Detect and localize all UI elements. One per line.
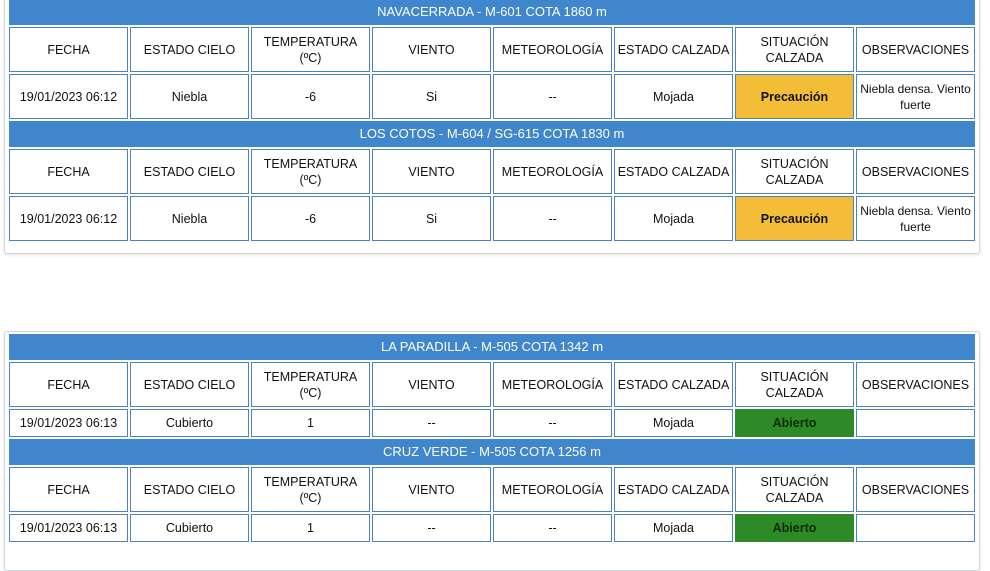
section-title-row [9,439,975,465]
section-title-row [9,121,975,147]
viento-cell: -- [372,409,491,437]
cielo-cell: Cubierto [130,409,249,437]
col-calzada-header: ESTADO CALZADA [614,149,733,194]
col-fecha-header: FECHA [9,149,128,194]
section-title: CRUZ VERDE - M-505 COTA 1256 m [9,439,975,465]
obs-cell [856,514,975,542]
situacion-status-badge: Abierto [735,514,854,542]
col-temp-header: TEMPERATURA (ºC) [251,362,370,407]
col-obs-header: OBSERVACIONES [856,149,975,194]
col-situacion-header: SITUACIÓN CALZADA [735,467,854,512]
col-cielo-header: ESTADO CIELO [130,27,249,72]
calzada-cell: Mojada [614,409,733,437]
calzada-cell: Mojada [614,514,733,542]
table-row [9,74,975,119]
col-temp-header: TEMPERATURA (ºC) [251,27,370,72]
meteo-cell: -- [493,409,612,437]
col-meteo-header: METEOROLOGÍA [493,362,612,407]
cielo-cell: Niebla [130,196,249,241]
obs-cell: Niebla densa. Viento fuerte [856,196,975,241]
col-calzada-header: ESTADO CALZADA [614,467,733,512]
col-temp-header: TEMPERATURA (ºC) [251,467,370,512]
viento-cell: Si [372,196,491,241]
col-situacion-header: SITUACIÓN CALZADA [735,149,854,194]
viento-cell: Si [372,74,491,119]
col-meteo-header: METEOROLOGÍA [493,149,612,194]
column-header-row [9,467,975,512]
col-viento-header: VIENTO [372,467,491,512]
road-status-table [7,332,977,544]
cielo-cell: Cubierto [130,514,249,542]
table-row [9,514,975,542]
col-fecha-header: FECHA [9,362,128,407]
col-viento-header: VIENTO [372,362,491,407]
temp-cell: 1 [251,514,370,542]
col-meteo-header: METEOROLOGÍA [493,27,612,72]
column-header-row [9,27,975,72]
situacion-status-badge: Abierto [735,409,854,437]
meteo-cell: -- [493,74,612,119]
col-situacion-header: SITUACIÓN CALZADA [735,27,854,72]
calzada-cell: Mojada [614,74,733,119]
obs-cell: Niebla densa. Viento fuerte [856,74,975,119]
temp-cell: -6 [251,74,370,119]
col-cielo-header: ESTADO CIELO [130,467,249,512]
meteo-cell: -- [493,514,612,542]
col-cielo-header: ESTADO CIELO [130,149,249,194]
fecha-cell: 19/01/2023 06:13 [9,409,128,437]
col-situacion-header: SITUACIÓN CALZADA [735,362,854,407]
road-status-panel-2 [4,331,980,571]
viento-cell: -- [372,514,491,542]
col-viento-header: VIENTO [372,149,491,194]
column-header-row [9,149,975,194]
temp-cell: -6 [251,196,370,241]
section-title: LOS COTOS - M-604 / SG-615 COTA 1830 m [9,121,975,147]
section-title: NAVACERRADA - M-601 COTA 1860 m [9,0,975,25]
col-calzada-header: ESTADO CALZADA [614,27,733,72]
section-title-row [9,334,975,360]
fecha-cell: 19/01/2023 06:12 [9,196,128,241]
fecha-cell: 19/01/2023 06:12 [9,74,128,119]
col-fecha-header: FECHA [9,467,128,512]
section-title-row [9,0,975,25]
temp-cell: 1 [251,409,370,437]
obs-cell [856,409,975,437]
col-viento-header: VIENTO [372,27,491,72]
situacion-status-badge: Precaución [735,74,854,119]
col-obs-header: OBSERVACIONES [856,467,975,512]
column-header-row [9,362,975,407]
cielo-cell: Niebla [130,74,249,119]
col-obs-header: OBSERVACIONES [856,27,975,72]
col-fecha-header: FECHA [9,27,128,72]
road-status-table [7,0,977,243]
table-row [9,409,975,437]
fecha-cell: 19/01/2023 06:13 [9,514,128,542]
section-title: LA PARADILLA - M-505 COTA 1342 m [9,334,975,360]
col-calzada-header: ESTADO CALZADA [614,362,733,407]
table-row [9,196,975,241]
col-meteo-header: METEOROLOGÍA [493,467,612,512]
col-temp-header: TEMPERATURA (ºC) [251,149,370,194]
situacion-status-badge: Precaución [735,196,854,241]
meteo-cell: -- [493,196,612,241]
col-cielo-header: ESTADO CIELO [130,362,249,407]
col-obs-header: OBSERVACIONES [856,362,975,407]
road-status-panel-1 [4,0,980,254]
calzada-cell: Mojada [614,196,733,241]
